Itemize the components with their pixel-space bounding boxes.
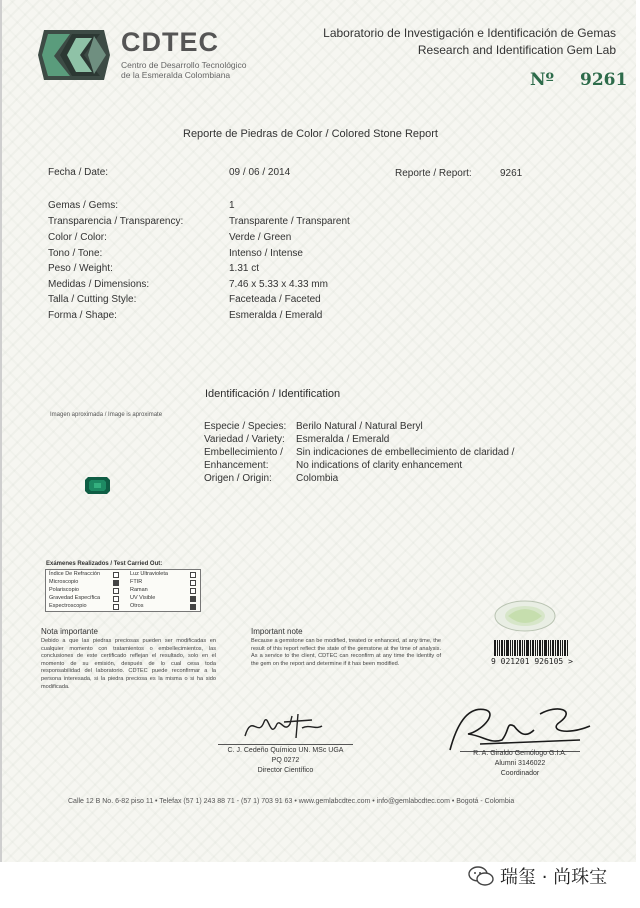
spec-value: Transparente / Transparent [229, 216, 350, 227]
spec-value: Faceteada / Faceted [229, 294, 321, 305]
note-text-en: Because a gemstone can be modified, treated or enhanced, at any time, the result of this report reflect the state of the gemstone at the time of analysis. As a service to the client, CDTEC can reconfirm at any time the identity of the gem on the report and determine if it has been modified. [251, 638, 441, 667]
footer-contact: Calle 12 B No. 6-82 piso 11 • Telefax (57 1) 243 88 71 - (57 1) 703 91 63 • www.gemlabcdtec.com • info@gemlabcdtec.com • Bogotá - Colombia [68, 798, 515, 805]
ident-label: Variedad / Variety: [204, 434, 285, 445]
spec-value: 1 [229, 200, 235, 211]
ident-label: Embellecimiento / [204, 447, 283, 458]
spec-value: 7.46 x 5.33 x 4.33 mm [229, 279, 328, 290]
lab-name-es: Laboratorio de Investigación e Identificación de Gemas [323, 26, 616, 40]
note-text-es: Debido a que las piedras preciosas pueden ser modificadas en cualquier momento con tratamientos o embellecimientos, las conclusiones de este certificado reflejan el resultado, solo en el momento de su emisión, después de lo cual cesa toda responsabilidad del laboratorio. CDTEC puede reconfirmar a la persona interesada, si la piedra preciosa es la misma o si ha sido modificada. [41, 638, 216, 690]
test-label: Espectroscopio [49, 603, 87, 609]
signature-line-left [218, 744, 353, 745]
spec-label: Transparencia / Transparency: [48, 216, 184, 227]
report-value: 9261 [500, 168, 523, 179]
ident-label: Enhancement: [204, 460, 269, 471]
spec-value: 1.31 ct [229, 263, 260, 274]
ident-value: No indications of clarity enhancement [296, 460, 463, 471]
test-checkbox [113, 572, 119, 578]
spec-label: Medidas / Dimensions: [48, 279, 150, 290]
certificate-number-label: Nº [530, 70, 555, 90]
date-value: 09 / 06 / 2014 [229, 167, 291, 178]
test-label: UV Visible [130, 595, 156, 601]
brand-subtitle-line-2: de la Esmeralda Colombiana [121, 70, 231, 80]
spec-value: Esmeralda / Emerald [229, 310, 323, 321]
test-label: Otros [130, 603, 144, 609]
barcode-number: 9 021201 926105 > [491, 657, 573, 666]
test-label: Luz Ultravioleta [130, 571, 168, 577]
signer-left-name: C. J. Cedeño Químico UN. MSc UGA [227, 747, 344, 754]
test-label: Microscopio [49, 579, 79, 585]
watermark [468, 862, 607, 890]
signer-right-name: R. A. Giraldo Gemólogo G.I.A. [473, 750, 567, 757]
test-checkbox [190, 580, 196, 586]
spec-value: Intenso / Intense [229, 248, 303, 259]
spec-label: Forma / Shape: [48, 310, 117, 321]
chat-bubble-icon [468, 865, 494, 887]
tests-table [45, 569, 201, 612]
ident-value: Sin indicaciones de embellecimiento de claridad / [296, 447, 515, 458]
watermark-text: 瑞玺 · 尚珠宝 [500, 867, 608, 888]
signature-left [240, 708, 330, 744]
note-title-en: Important note [251, 627, 303, 636]
test-checkbox [190, 604, 196, 610]
spec-label: Gemas / Gems: [48, 200, 119, 211]
signer-right-id: Alumni 3146022 [494, 760, 546, 767]
ident-value: Berilo Natural / Natural Beryl [296, 421, 423, 432]
spec-label: Color / Color: [48, 232, 107, 243]
spec-label: Tono / Tone: [48, 248, 103, 259]
image-caption: Imagen aproximada / Image is aproximate [50, 412, 163, 418]
signer-right-role: Coordinador [500, 770, 540, 777]
test-checkbox [113, 596, 119, 602]
brand-subtitle-line-1: Centro de Desarrollo Tecnológico [121, 60, 247, 70]
test-checkbox [190, 572, 196, 578]
test-label: Polariscopio [49, 587, 79, 593]
tests-title: Exámenes Realizados / Test Carried Out: [46, 561, 163, 567]
lab-name-en: Research and Identification Gem Lab [417, 43, 616, 57]
test-label: Gravedad Específica [49, 595, 101, 601]
cdtec-logo-icon [36, 26, 112, 84]
signer-left-id: PQ 0272 [271, 757, 300, 764]
spec-label: Talla / Cutting Style: [48, 294, 137, 305]
test-label: FTIR [130, 579, 143, 585]
note-title-es: Nota importante [41, 627, 98, 636]
date-label: Fecha / Date: [48, 167, 109, 178]
certificate-number: 9261 [580, 70, 628, 90]
ident-value: Colombia [296, 473, 339, 484]
identification-title: Identificación / Identification [205, 388, 341, 400]
signer-left-role: Director Científico [257, 767, 314, 774]
test-checkbox [190, 588, 196, 594]
brand-subtitle [121, 60, 271, 80]
test-checkbox [113, 588, 119, 594]
test-label: Índice De Refracción [49, 571, 101, 577]
report-label: Reporte / Report: [395, 168, 472, 179]
ident-label: Origen / Origin: [204, 473, 272, 484]
brand-name: CDTEC [121, 27, 219, 57]
test-checkbox [113, 580, 119, 586]
spec-value: Verde / Green [229, 232, 292, 243]
report-title: Reporte de Piedras de Color / Colored Stone Report [183, 128, 438, 140]
test-checkbox [190, 596, 196, 602]
hologram-seal [494, 600, 556, 632]
ident-value: Esmeralda / Emerald [296, 434, 390, 445]
ident-label: Especie / Species: [204, 421, 287, 432]
emerald-gem-image [85, 477, 110, 494]
test-label: Raman [130, 587, 148, 593]
spec-label: Peso / Weight: [48, 263, 113, 274]
barcode [494, 640, 572, 656]
test-checkbox [113, 604, 119, 610]
